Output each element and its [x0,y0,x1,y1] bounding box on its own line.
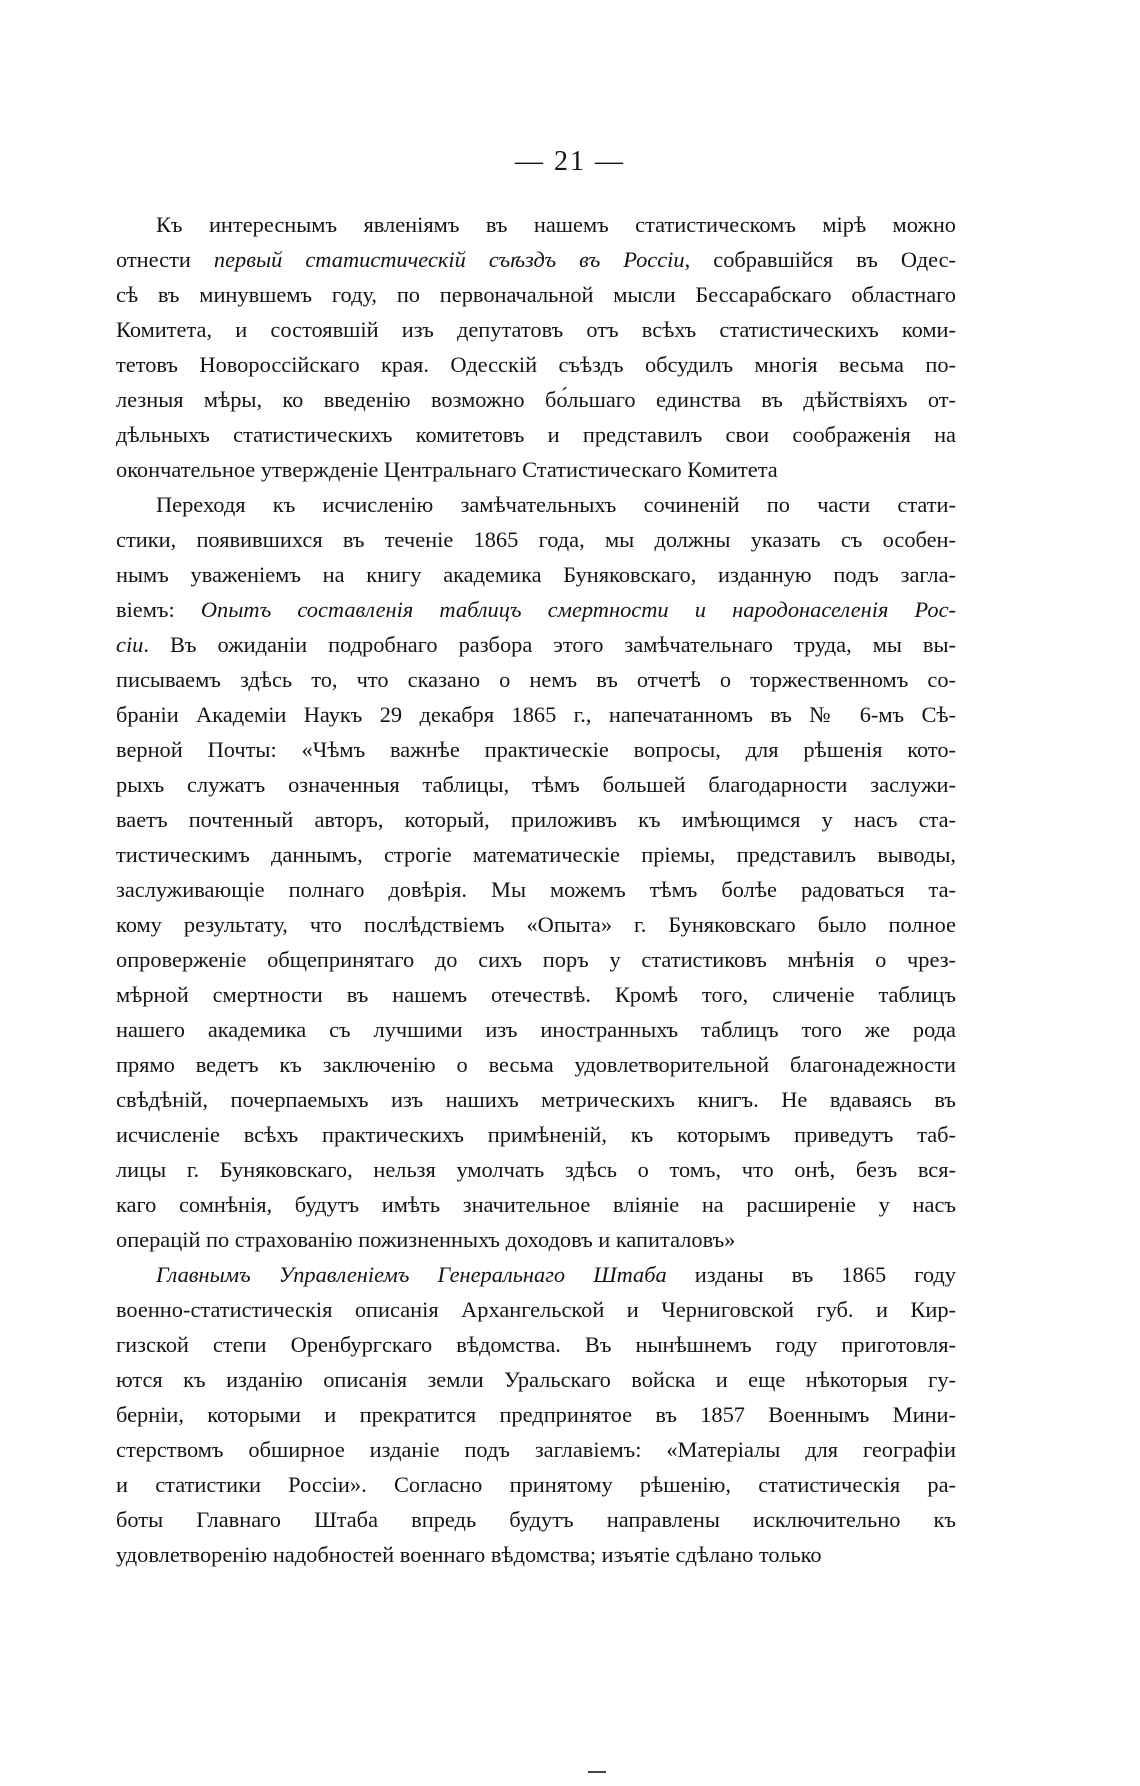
text-run: каго сомнѣнія, будутъ имѣть значительное вліяніе на расширеніе у насъ [116,1192,956,1217]
text-line [116,1397,956,1432]
text-line [116,942,956,977]
text-run: боты Главнаго Штаба впредь будутъ направлены исключительно къ [116,1507,956,1532]
text-line [116,767,956,802]
body-text [116,207,956,1572]
text-run: , собравшійся въ Одес- [684,247,957,272]
page-number: — 21 — [515,146,625,177]
text-run: стерствомъ обширное изданіе подъ заглавіемъ: «Матеріалы для географіи [116,1437,956,1462]
text-line [116,627,956,662]
text-run: военно-статистическія описанія Архангельской и Черниговской губ. и Кир- [116,1297,956,1322]
text-run: изданы въ 1865 году [666,1262,956,1287]
text-run: лицы г. Буняковскаго, нельзя умолчать здѣсь о томъ, что онѣ, безъ вся- [116,1157,956,1182]
text-line [116,347,956,382]
text-line [116,662,956,697]
paragraph [116,1257,956,1572]
text-line [116,1082,956,1117]
text-line [116,1362,956,1397]
text-line [116,1432,956,1467]
text-line [116,207,956,242]
text-run: свѣдѣній, почерпаемыхъ изъ нашихъ метрическихъ книгъ. Не вдаваясь въ [116,1087,956,1112]
text-run: верной Почты: «Чѣмъ важнѣе практическіе вопросы, для рѣшенія кото- [116,737,956,762]
text-run: тетовъ Новороссійскаго края. Одесскій съѣздъ обсудилъ многія весьма по- [116,352,956,377]
text-run: окончательное утвержденіе Центральнаго Статистическаго Комитета [116,457,778,482]
italic-text-run: сіи [116,632,144,657]
text-line [116,277,956,312]
text-run: операцій по страхованію пожизненныхъ доходовъ и капиталовъ» [116,1227,736,1252]
text-line [116,452,956,487]
text-run: писываемъ здѣсь то, что сказано о немъ въ отчетѣ о торжественномъ со- [116,667,956,692]
text-run: прямо ведетъ къ заключенію о весьма удовлетворительной благонадежности [116,1052,956,1077]
italic-text-run: Опытъ составленія таблицъ смертности и народонаселенія Рос- [200,597,956,622]
text-line [116,382,956,417]
text-line [116,1012,956,1047]
text-line [116,522,956,557]
text-run: гизской степи Оренбургскаго вѣдомства. Въ нынѣшнемъ году приготовля- [116,1332,956,1357]
text-run: Къ интереснымъ явленіямъ въ нашемъ статистическомъ мірѣ можно [156,212,956,237]
text-line [116,1537,956,1572]
text-run: нымъ уваженіемъ на книгу академика Буняковскаго, изданную подъ загла- [116,562,956,587]
text-line [116,802,956,837]
text-line [116,872,956,907]
text-run: ваетъ почтенный авторъ, который, приложивъ къ имѣющимся у насъ ста- [116,807,956,832]
text-line [116,592,956,627]
text-run: сѣ въ минувшемъ году, по первоначальной мысли Бессарабскаго областнаго [116,282,956,307]
text-line [116,417,956,452]
paragraph [116,487,956,1257]
bottom-mark [588,1771,606,1773]
text-run: берніи, которыми и прекратится предпринятое въ 1857 Военнымъ Мини- [116,1402,956,1427]
text-line [116,1152,956,1187]
paragraph [116,207,956,487]
text-run: віемъ: [116,597,201,622]
text-line [116,1467,956,1502]
italic-text-run: Главнымъ Управленіемъ Генеральнаго Штаба [156,1262,667,1287]
text-run: мѣрной смертности въ нашемъ отечествѣ. Кромѣ того, сличеніе таблицъ [116,982,956,1007]
text-run: кому результату, что послѣдствіемъ «Опыта» г. Буняковскаго было полное [116,912,956,937]
text-run: и статистики Россіи». Согласно принятому рѣшенію, статистическія ра- [116,1472,956,1497]
text-line [116,242,956,277]
text-line [116,487,956,522]
text-run: Переходя къ исчисленію замѣчательныхъ сочиненій по части стати- [156,492,956,517]
text-run: лезныя мѣры, ко введенію возможно бо́льшаго единства въ дѣйствіяхъ от- [116,387,956,412]
text-run: тистическимъ даннымъ, строгіе математическіе пріемы, представилъ выводы, [116,842,956,867]
text-line [116,1257,956,1292]
text-run: ются къ изданію описанія земли Уральскаго войска и еще нѣкоторыя гу- [116,1367,956,1392]
text-line [116,732,956,767]
text-line [116,1047,956,1082]
text-run: Комитета, и состоявшій изъ депутатовъ отъ всѣхъ статистическихъ коми- [116,317,956,342]
text-run: рыхъ служатъ означенныя таблицы, тѣмъ большей благодарности заслужи- [116,772,956,797]
text-line [116,697,956,732]
text-run: браніи Академіи Наукъ 29 декабря 1865 г., напечатанномъ въ № 6-мъ Сѣ- [116,702,956,727]
text-run: удовлетворенію надобностей военнаго вѣдомства; изъятіе сдѣлано только [116,1542,822,1567]
text-line [116,557,956,592]
text-line [116,1187,956,1222]
text-line [116,1222,956,1257]
text-line [116,1117,956,1152]
text-line [116,1327,956,1362]
text-run: стики, появившихся въ теченіе 1865 года, мы должны указать съ особен- [116,527,956,552]
text-run: исчисленіе всѣхъ практическихъ примѣненій, къ которымъ приведутъ таб- [116,1122,956,1147]
text-run: опроверженіе общепринятаго до сихъ поръ у статистиковъ мнѣнія о чрез- [116,947,956,972]
text-line [116,907,956,942]
text-line [116,977,956,1012]
italic-text-run: первый статистическій съѣздъ въ Россіи [213,247,685,272]
text-line [116,1502,956,1537]
text-line [116,837,956,872]
text-run: . Въ ожиданіи подробнаго разбора этого замѣчательнаго труда, мы вы- [143,632,956,657]
text-line [116,1292,956,1327]
text-run: дѣльныхъ статистическихъ комитетовъ и представилъ свои соображенія на [116,422,956,447]
text-run: отнести [116,247,214,272]
text-line [116,312,956,347]
text-run: заслуживающіе полнаго довѣрія. Мы можемъ тѣмъ болѣе радоваться та- [116,877,956,902]
text-run: нашего академика съ лучшими изъ иностранныхъ таблицъ того же рода [116,1017,956,1042]
